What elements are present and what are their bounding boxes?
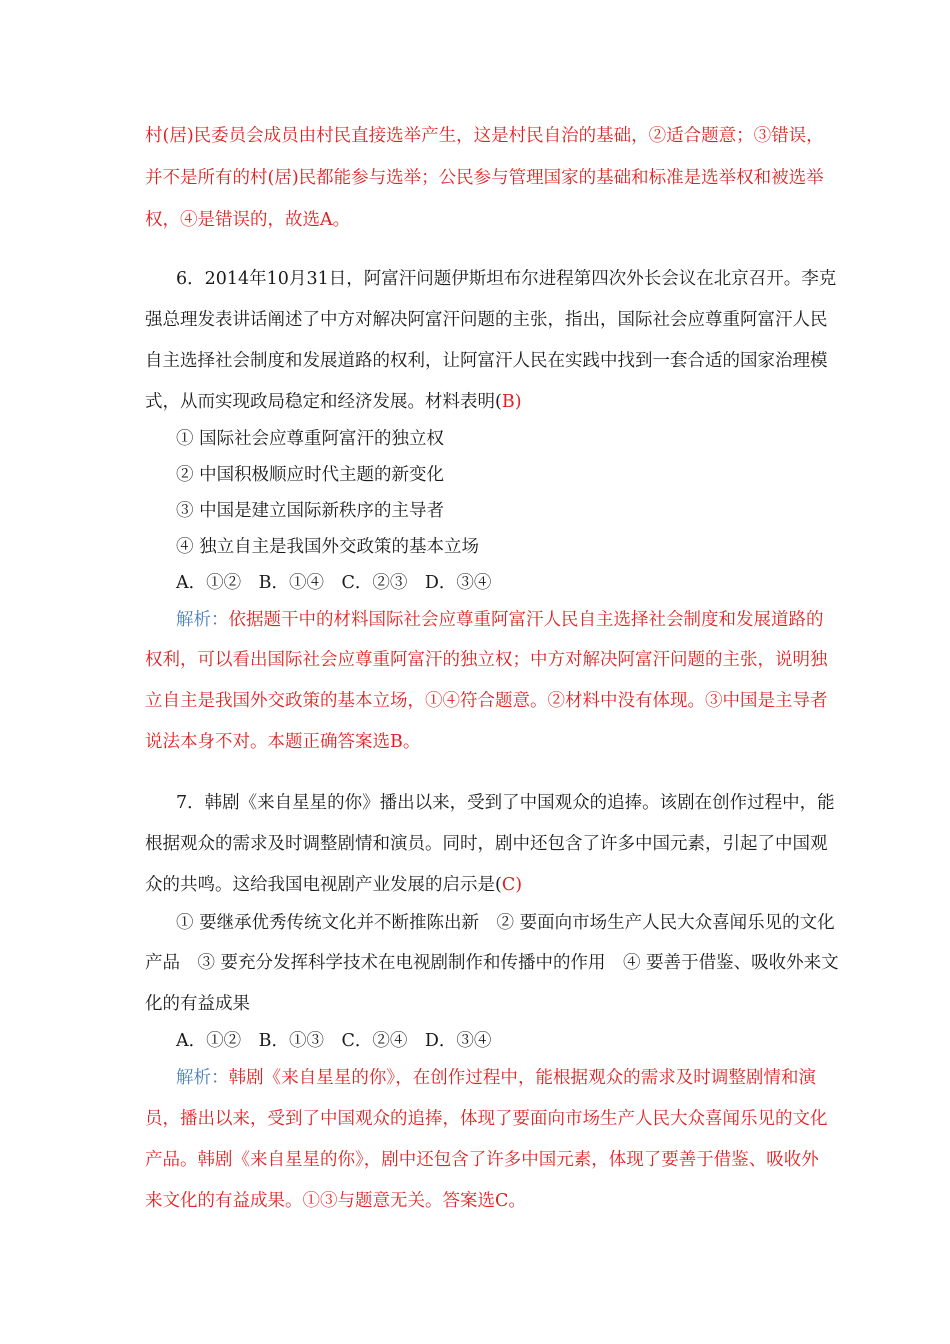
q6-options: A．①② B．①④ C．②③ D．③④ — [176, 573, 492, 593]
q6-stem-text: 式，从而实现政局稳定和经济发展。材料表明( — [145, 392, 502, 412]
q6-analysis-label: 解析： — [176, 610, 229, 630]
q5-analysis-line-2: 并不是所有的村(居)民都能参与选举；公民参与管理国家的基础和标准是选举权和被选举 — [145, 168, 824, 188]
q6-analysis-line-2: 权利，可以看出国际社会应尊重阿富汗的独立权；中方对解决阿富汗问题的主张，说明独 — [145, 650, 828, 670]
q7-items-line-3: 化的有益成果 — [145, 994, 250, 1014]
q7-options: A．①② B．①③ C．②④ D．③④ — [176, 1031, 492, 1051]
q7-analysis-line-1 — [176, 1066, 816, 1090]
q6-item-2: ② 中国积极顺应时代主题的新变化 — [176, 465, 445, 485]
q6-answer: B — [501, 392, 515, 412]
q6-item-1: ① 国际社会应尊重阿富汗的独立权 — [176, 429, 445, 449]
q6-analysis-line-4: 说法本身不对。本题正确答案选B。 — [145, 732, 421, 752]
q7-answer-close: ) — [515, 875, 523, 895]
q7-analysis-text-1: 韩剧《来自星星的你》，在创作过程中，能根据观众的需求及时调整剧情和演 — [228, 1068, 817, 1088]
q6-item-3: ③ 中国是建立国际新秩序的主导者 — [176, 501, 445, 521]
q7-stem-line-3 — [145, 873, 815, 897]
q6-stem-line-1: 6．2014年10月31日，阿富汗问题伊斯坦布尔进程第四次外长会议在北京召开。李克 — [176, 269, 837, 289]
q7-analysis-line-3: 产品。韩剧《来自星星的你》，剧中还包含了许多中国元素，体现了要善于借鉴、吸收外 — [145, 1150, 819, 1170]
q6-stem-line-2: 强总理发表讲话阐述了中方对解决阿富汗问题的主张，指出，国际社会应尊重阿富汗人民 — [145, 310, 828, 330]
q7-analysis-line-4: 来文化的有益成果。①③与题意无关。答案选C。 — [145, 1191, 526, 1211]
q7-analysis-line-2: 员，播出以来，受到了中国观众的追捧，体现了要面向市场生产人民大众喜闻乐见的文化 — [145, 1109, 828, 1129]
q7-answer: C — [501, 875, 516, 895]
q5-analysis-line-3: 权，④是错误的，故选A。 — [145, 210, 351, 230]
q6-stem-line-4 — [145, 390, 815, 414]
q7-stem-line-2: 根据观众的需求及时调整剧情和演员。同时，剧中还包含了许多中国元素，引起了中国观 — [145, 834, 828, 854]
q5-analysis-line-1: 村(居)民委员会成员由村民直接选举产生，这是村民自治的基础，②适合题意；③错误， — [145, 126, 824, 146]
q6-analysis-line-3: 立自主是我国外交政策的基本立场，①④符合题意。②材料中没有体现。③中国是主导者 — [145, 691, 828, 711]
q6-stem-line-3: 自主选择社会制度和发展道路的权利，让阿富汗人民在实践中找到一套合适的国家治理模 — [145, 351, 828, 371]
q6-analysis-line-1 — [176, 608, 824, 632]
q6-answer-close: ) — [514, 392, 522, 412]
q7-stem-line-1: 7．韩剧《来自星星的你》播出以来，受到了中国观众的追捧。该剧在创作过程中，能 — [176, 793, 835, 813]
q7-items-line-2: 产品 ③ 要充分发挥科学技术在电视剧制作和传播中的作用 ④ 要善于借鉴、吸收外来文 — [145, 953, 839, 973]
q7-items-line-1: ① 要继承优秀传统文化并不断推陈出新 ② 要面向市场生产人民大众喜闻乐见的文化 — [176, 913, 835, 933]
q6-analysis-text-1: 依据题干中的材料国际社会应尊重阿富汗人民自主选择社会制度和发展道路的 — [228, 610, 824, 630]
q7-analysis-label: 解析： — [176, 1068, 229, 1088]
q7-stem-text: 众的共鸣。这给我国电视剧产业发展的启示是( — [145, 875, 502, 895]
q6-item-4: ④ 独立自主是我国外交政策的基本立场 — [176, 537, 480, 557]
